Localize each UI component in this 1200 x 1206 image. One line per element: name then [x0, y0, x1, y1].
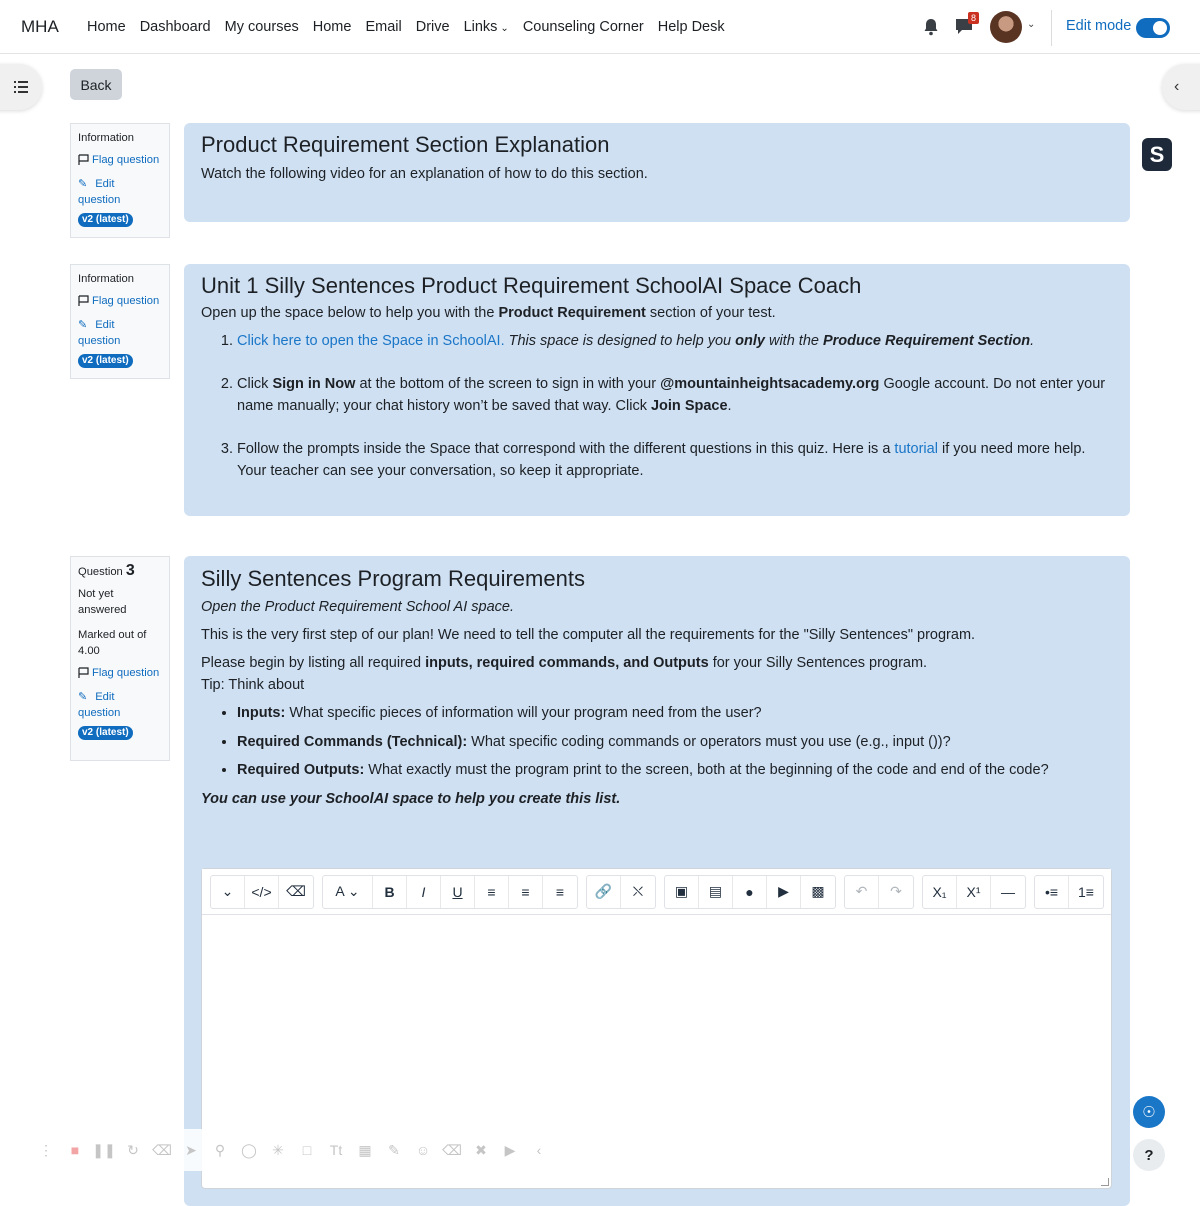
- image-icon[interactable]: ▣: [665, 876, 699, 908]
- site-brand[interactable]: MHA: [21, 17, 59, 36]
- intro-paragraph: This is the very first step of our plan! We need to tell the computer all the requirements for the "Silly Sentences" program.: [201, 627, 976, 643]
- tutorial-link[interactable]: tutorial: [894, 441, 938, 457]
- toolbar-group-format: [322, 875, 578, 909]
- link-icon[interactable]: 🔗: [587, 876, 621, 908]
- stop-icon[interactable]: ■: [70, 1142, 80, 1158]
- screen-recorder-toolbar: [28, 1129, 562, 1171]
- step-1: 1. Click here to open the Space in SchoolAI. This space is designed to help you only with the Produce Requirement Section.: [237, 330, 1113, 352]
- nav-counseling-corner[interactable]: Counseling Corner: [522, 19, 644, 35]
- user-avatar[interactable]: [990, 11, 1022, 43]
- bell-icon[interactable]: [921, 17, 941, 37]
- nav-email[interactable]: Email: [365, 19, 402, 35]
- help-button[interactable]: ?: [1133, 1139, 1165, 1171]
- section-text: Watch the following video for an explanation of how to do this section.: [201, 166, 648, 182]
- clear-formatting-icon[interactable]: ⌫: [286, 883, 306, 899]
- chevron-left-icon: ‹: [1174, 78, 1180, 95]
- italic-instruction: Open the Product Requirement School AI space.: [201, 599, 515, 615]
- toolbar-group-history: [844, 875, 914, 909]
- flag-icon: [78, 295, 90, 307]
- edit-question-label: Edit question: [78, 691, 121, 719]
- underline-icon[interactable]: U: [441, 876, 475, 908]
- restart-icon[interactable]: ↻: [127, 1141, 139, 1158]
- question-type-label: Information: [78, 132, 134, 144]
- edit-mode-label: Edit mode: [1066, 18, 1132, 34]
- nav-divider: [1051, 10, 1052, 46]
- flag-question-link[interactable]: [78, 293, 162, 309]
- section-title: Silly Sentences Program Requirements: [201, 566, 585, 591]
- cursor-icon[interactable]: ➤: [185, 1141, 197, 1158]
- toolbar-group-links: [586, 875, 656, 909]
- blur-icon[interactable]: ▦: [358, 1141, 372, 1158]
- version-badge: v2 (latest): [78, 354, 133, 368]
- section-title: Product Requirement Section Explanation: [201, 132, 610, 157]
- flag-question-label: Flag question: [92, 295, 160, 307]
- course-index-toggle[interactable]: [0, 64, 42, 110]
- font-icon[interactable]: A ⌄: [323, 876, 373, 908]
- requirements-list: [237, 703, 1113, 780]
- screen-record-icon[interactable]: ▩: [811, 883, 825, 899]
- top-navbar: [0, 0, 1200, 54]
- pencil-icon: ✎: [78, 319, 88, 331]
- camera-icon[interactable]: ▶: [504, 1141, 516, 1158]
- flag-question-label: Flag question: [92, 667, 160, 679]
- list-icon: [14, 81, 28, 93]
- pencil-icon: ✎: [78, 691, 88, 703]
- horizontal-line-icon[interactable]: —: [1001, 883, 1015, 900]
- question-info-2: [70, 264, 170, 379]
- superscript-icon[interactable]: X¹: [957, 876, 991, 908]
- question-info-3: [70, 556, 170, 761]
- nav-links[interactable]: [457, 19, 516, 35]
- section-title: Unit 1 Silly Sentences Product Requirement SchoolAI Space Coach: [201, 273, 862, 298]
- undo-icon[interactable]: ↶: [845, 876, 879, 908]
- nav-home-2[interactable]: Home: [312, 19, 352, 35]
- video-icon[interactable]: ▶: [767, 876, 801, 908]
- nav-home[interactable]: Home: [87, 19, 126, 35]
- requirement-commands: • Required Commands (Technical): What specific coding commands or operators must you use (e.g., input ())?: [237, 732, 1113, 752]
- flag-question-label: Flag question: [92, 154, 160, 166]
- steps-list: [237, 330, 1113, 482]
- trash-icon[interactable]: ⌫: [152, 1141, 172, 1158]
- edit-question-link[interactable]: [78, 317, 148, 349]
- flag-icon: [78, 154, 90, 166]
- zoom-icon[interactable]: ⚲: [214, 1141, 226, 1158]
- redo-icon[interactable]: ↷: [890, 883, 902, 899]
- edit-question-label: Edit question: [78, 178, 121, 206]
- question-number: [78, 563, 162, 580]
- code-icon[interactable]: </>: [245, 876, 279, 908]
- toolbar-group-lists: [1034, 875, 1104, 909]
- nav-drive[interactable]: Drive: [415, 19, 450, 35]
- spotlight-icon[interactable]: ◯: [241, 1141, 257, 1158]
- primary-nav: [80, 0, 732, 54]
- resize-handle[interactable]: [1101, 1178, 1109, 1186]
- mute-icon[interactable]: ✖: [475, 1141, 487, 1158]
- flag-question-link[interactable]: [78, 665, 162, 681]
- bullet-list-icon[interactable]: •≡: [1035, 876, 1069, 908]
- microphone-icon[interactable]: ●: [733, 876, 767, 908]
- notification-count-badge: 8: [968, 12, 979, 24]
- nav-dashboard[interactable]: Dashboard: [139, 19, 211, 35]
- italic-icon[interactable]: I: [407, 876, 441, 908]
- question-grade: Marked out of 4.00: [78, 629, 147, 657]
- crop-icon[interactable]: □: [302, 1142, 312, 1158]
- question-status: Not yet answered: [78, 588, 127, 616]
- instruction-paragraph: Please begin by listing all required inputs, required commands, and Outputs for your Silly Sentences program.: [201, 655, 928, 671]
- flag-icon: [78, 667, 90, 679]
- numbered-list-icon[interactable]: 1≡: [1078, 883, 1094, 900]
- edit-question-link[interactable]: [78, 689, 148, 721]
- align-center-icon[interactable]: ≡: [509, 876, 543, 908]
- back-button[interactable]: Back: [70, 69, 122, 100]
- edit-question-link[interactable]: [78, 176, 148, 208]
- step-3: 3. Follow the prompts inside the Space that correspond with the different questions in this quiz. Here is a tutorial if you need more help. Your teacher can see your conversation, so keep it appropriate.: [237, 438, 1113, 482]
- section-explanation-panel: [184, 123, 1130, 222]
- draw-icon[interactable]: ✎: [388, 1141, 400, 1158]
- question-type-label: Information: [78, 273, 134, 285]
- click-highlight-icon[interactable]: ✳: [272, 1141, 284, 1158]
- toolbar-group-script: [922, 875, 1026, 909]
- editor-toolbar: [202, 869, 1111, 915]
- requirement-outputs: • Required Outputs: What exactly must the program print to the screen, both at the beginning of the code and end of the code?: [237, 760, 1113, 780]
- emoji-icon[interactable]: ☺: [415, 1142, 431, 1158]
- unlink-icon[interactable]: ⛌: [632, 883, 644, 899]
- chevron-down-icon: ⌄: [500, 23, 509, 34]
- accessibility-icon[interactable]: ☉: [1133, 1096, 1165, 1128]
- edit-question-label: Edit question: [78, 319, 121, 347]
- tip-text: Tip: Think about: [201, 677, 305, 693]
- question-info-1: [70, 123, 170, 238]
- collapse-icon[interactable]: ‹: [536, 1142, 542, 1158]
- version-badge: v2 (latest): [78, 213, 133, 227]
- flag-question-link[interactable]: [78, 152, 162, 168]
- question-number-value: 3: [125, 562, 135, 579]
- eraser-icon[interactable]: ⌫: [442, 1141, 462, 1158]
- nav-help-desk[interactable]: Help Desk: [657, 19, 725, 35]
- pause-icon[interactable]: ❚❚: [92, 1141, 116, 1158]
- subscript-icon[interactable]: X₁: [923, 876, 957, 908]
- closing-instruction: You can use your SchoolAI space to help you create this list.: [201, 790, 621, 807]
- nav-links-label: Links: [463, 19, 498, 35]
- chevron-down-icon[interactable]: ⌄: [1027, 19, 1036, 30]
- drag-handle-icon[interactable]: ⋮: [39, 1141, 53, 1158]
- bold-icon[interactable]: B: [373, 876, 407, 908]
- schoolai-extension-icon[interactable]: S: [1142, 138, 1172, 171]
- nav-my-courses[interactable]: My courses: [224, 19, 299, 35]
- align-right-icon[interactable]: ≡: [555, 883, 565, 900]
- chevron-down-icon[interactable]: ⌄: [211, 876, 245, 908]
- schoolai-space-link[interactable]: Click here to open the Space in SchoolAI.: [237, 333, 505, 349]
- edit-mode-toggle[interactable]: [1136, 18, 1170, 38]
- block-drawer-toggle[interactable]: [1162, 64, 1200, 110]
- section-intro: Open up the space below to help you with the Product Requirement section of your test.: [201, 305, 776, 321]
- space-coach-panel: [184, 264, 1130, 516]
- toolbar-group-view: [210, 875, 314, 909]
- requirement-inputs: • Inputs: What specific pieces of information will your program need from the user?: [237, 703, 1113, 723]
- question-type-label: Question: [78, 566, 123, 578]
- align-left-icon[interactable]: ≡: [475, 876, 509, 908]
- text-icon[interactable]: Tt: [329, 1142, 343, 1158]
- toolbar-group-media: [664, 875, 836, 909]
- pencil-icon: ✎: [78, 178, 88, 190]
- media-file-icon[interactable]: ▤: [699, 876, 733, 908]
- version-badge: v2 (latest): [78, 726, 133, 740]
- step-2: 2. Click Sign in Now at the bottom of the screen to sign in with your @mountainheightsacademy.org Google account. Do not enter your name manually; your chat history won’t be saved that way. Click Join Space.: [237, 373, 1113, 417]
